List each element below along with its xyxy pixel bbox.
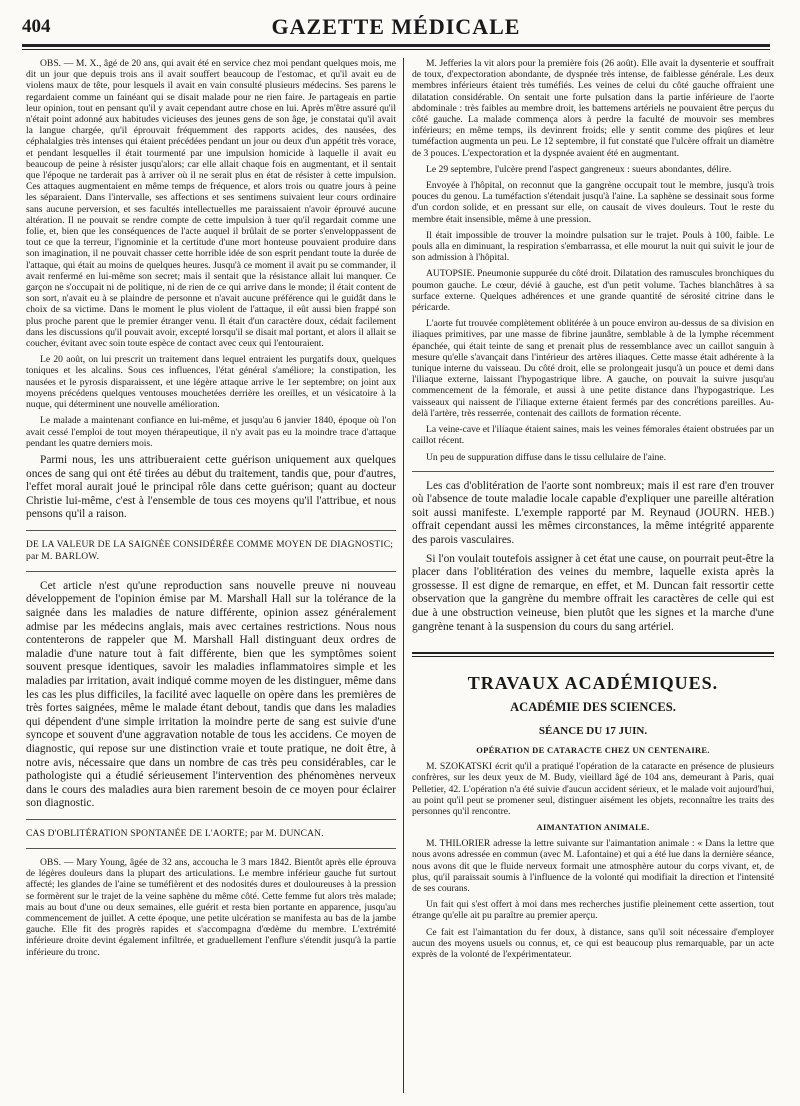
article-paragraph: Les cas d'oblitération de l'aorte sont nombreux; mais il est rare d'en trouver où l'absence de toute maladie locale capable d'expliquer une pareille altération soit aussi manifeste. L'exemple rapporté par M. Reynaud (JOURN. HEB.) offrait cependant aussi les mêmes circonstances, la même intégrité apparente des parois vasculaires. [412,479,774,547]
session-heading: SÉANCE DU 17 JUIN. [538,725,648,738]
article-paragraph: OBS. — M. X., âgé de 20 ans, qui avait été en service chez moi pendant quelques mois, me dit un jour que depuis trois ans il avait souffert beaucoup de l'estomac, et qu'il avait eu de violens maux de tête, pour lesquels il avait en vain consulté plusieurs médecins. Ses parens le regardaient comme un fainéant qui se disait malade pour ne rien faire. Je partageais en partie leur opinion, tout en pensant qu'il y avait cependant autre chose en lui. Après m'être assuré qu'il n'était point adonné aux habitudes vicieuses des jeunes gens de son âge, je constatai qu'il avait la langue chargée, qu'il éprouvait fréquemment des rapports acides, des nausées, des céphalalgies très intenses qui étaient précédées pendant un jour ou deux d'un appétit très vorace, et pendant lesquelles il était tourmenté par une impulsion homicide à laquelle il avait eu beaucoup de peine à résister jusqu'alors; car elle allait chaque fois en augmentant, et il sentait que l'époque ne tarderait pas à arriver où il ne serait plus en état de résister à cette impulsion. Ces attaques augmentaient en même temps de fréquence, et alors trois ou quatre jours à peine les séparaient. Dans l'intervalle, ses affections et ses sentimens suivaient leur cours ordinaire sans aucune perversion, et ses facultés intellectuelles me paraissaient n'avoir éprouvé aucune altération. Il ne pouvait se rendre compte de cette impulsion à tuer qu'il regardait comme une folie, et, bien que les conséquences de l'acte auquel il brûlait de se porter s'enveloppassent de tout ce que la terreur, l'ignominie et la certitude d'une mort honteuse pouvaient produire dans son imagination, il ne pouvait chasser cette horrible idée de son esprit pendant toute la durée de l'attaque, qui était au moins de quelques heures. Jusqu'à ce moment il avait pu se commander, il avait renfermé en lui-même son secret; mais il sentait que la résistance allait lui manquer. Ce garçon ne s'occupait ni de politique, ni de rien de ce qui arrive dans le monde; il était content de son sort, n'avait eu à se plaindre de personne et n'avait aucune préférence qui le guidât dans le choix de sa victime. Dans le moment le plus violent de l'attaque, il eût aussi bien frappé son plus proche parent que le premier étranger venu. Il était d'un caractère doux, cédait facilement dans les discussions qu'il pouvait avoir, excepté lorsqu'il se disait mal portant, et alors il allait se coucher, évitant avec soin toute espèce de contact avec ceux qui l'entouraient. [26,58,396,350]
article-paragraph: M. SZOKATSKI écrit qu'il a pratiqué l'opération de la cataracte en présence de plusieurs confrères, sur les deux yeux de M. Budy, vieillard âgé de 104 ans, demeurant à Paris, quai Pelletier, 42. L'opération n'a été suivie d'aucun accident sérieux, et le malade voit aujourd'hui, au point qu'il peut se promener seul, distinguer aisément les objets, reconnaître les traits des personnes qu'il rencontre. [412,761,774,818]
header-rule-thin [22,49,770,50]
article-paragraph: OBS. — Mary Young, âgée de 32 ans, accoucha le 3 mars 1842. Bientôt après elle éprouva de légères douleurs dans la plupart des articulations. Le membre inférieur gauche fut surtout affecté; les glandes de l'aine se tuméfièrent et des nodosités dures et douloureuses à la pression se formèrent sur le trajet de la veine saphène du même côté. Cette femme fut alors très malade; mais au bout d'une ou deux semaines, elle guérit et resta bien portante en apparence, jusqu'au commencement de juillet. A cette époque, une petite ulcération se manifesta au bas de la jambe gauche. Elle fit des progrès rapides et s'accompagna d'œdème du membre. L'extrémité inférieure droite devint également infiltrée, et graduellement l'enflure s'étendit jusqu'à la partie inférieure du tronc. [26,856,396,958]
article-paragraph: M. Jefferies la vit alors pour la première fois (26 août). Elle avait la dysenterie et souffrait de toux, d'expectoration abondante, de dyspnée très intense, de faiblesse générale. Les deux membres inférieurs étaient très tuméfiés. Les veines de celui du côté gauche offraient une dilatation considérable. On sentait une forte pulsation dans la partie inférieure de l'aorte abdominale : très faibles au membre droit, les battemens artériels ne pouvaient être perçus du côté gauche. La malade commença alors à perdre la faculté de mouvoir ses membres inférieurs; en même temps, ils devinrent froids; elle y sentit comme des piqûres et leur tuméfaction augmenta un peu. Le 12 septembre, il fut constaté que l'ulcère offrait un diamètre de 3 pouces. L'expectoration et la dyspnée avaient été en augmentant. [412,58,774,159]
section-title: TRAVAUX ACADÉMIQUES. [467,673,719,694]
left-column [26,58,396,1098]
article-paragraph: La veine-cave et l'iliaque étaient saines, mais les veines fémorales étaient obstruées par un caillot récent. [412,424,774,447]
journal-title: GAZETTE MÉDICALE [271,14,521,39]
article-heading-duncan: CAS D'OBLITÉRATION SPONTANÉE DE L'AORTE; par M. DUNCAN. [26,828,324,839]
article-paragraph: L'aorte fut trouvée complètement oblitérée à un pouce environ au-dessus de sa division en iliaques primitives, par une masse de fibrine jaunâtre, semblable à de la lymphe récemment épanchée, qui était teinte de sang et prenait plus de ressemblance avec un caillot sanguin à mesure qu'elle s'avançait dans l'intérieur des artères iliaques. Cette masse était adhérente à la tunique interne du vaisseau. Du côté droit, elle se prolongeait jusqu'à un pouce et demi dans l'iliaque externe, laissant l'hypogastrique libre. A gauche, on pouvait la suivre jusqu'au commencement de la fémorale, et aussi à une petite distance dans l'hypogastrique. Les vaisseaux qui naissent de l'iliaque externe étaient fermés par des concrétions pareilles. Au-delà l'artère, très resserrée, contenait des caillots de formation récente. [412,318,774,419]
article-paragraph: Il était impossible de trouver la moindre pulsation sur le trajet. Pouls à 100, faible. Le pouls alla en diminuant, la respiration s'embarrassa, et elle mourut la nuit qui suivit le jour de son admission à l'hôpital. [412,229,774,264]
article-paragraph: AUTOPSIE. Pneumonie suppurée du côté droit. Dilatation des ramuscules bronchiques du poumon gauche. Le cœur, dévié à gauche, est d'un petit volume. Taches blanchâtres à sa surface externe. Quelques adhérences et une grande quantité de sérosité citrine dans le péricarde. [412,268,774,314]
section-divider [26,530,396,531]
right-column [412,58,774,1098]
article-paragraph: Le 20 août, on lui prescrit un traitement dans lequel entraient les purgatifs doux, quelques toniques et les alcalins. Sous ces influences, l'état général s'améliore; la constipation, les nausées et le pyrosis disparaissent, et une légère attaque arrive le 1er septembre; on joint aux moyens précédens quelques ventouses mouchetées derrière les oreilles, et un vésicatoire à la nuque, qui déterminent une nouvelle amélioration. [26,354,396,411]
section-divider [26,571,396,572]
section-divider [26,848,396,849]
section-divider [26,819,396,820]
article-heading-magnetism: AIMANTATION ANIMALE. [536,822,650,833]
article-paragraph: Le 29 septembre, l'ulcère prend l'aspect gangreneux : sueurs abondantes, délire. [426,163,732,175]
article-paragraph: Le malade a maintenant confiance en lui-même, et jusqu'au 6 janvier 1840, époque où l'on avait cessé l'emploi de tout moyen thérapeutique, il n'y avait pas eu la moindre trace d'attaque pendant les quatre derniers mois. [26,415,396,449]
header-rule [22,44,770,47]
article-paragraph: Si l'on voulait toutefois assigner à cet état une cause, on pourrait peut-être la placer dans l'oblitération des veines du membre, laquelle exista après la grossesse. Il est digne de remarque, en effet, et M. Duncan fait ressortir cette observation que la gangrène du membre offrait les caractères de celle qui est due à une obstruction veineuse, bien plutôt que les signes et la marche d'une gangrène tenant à la suspension du cours du sang artériel. [412,552,774,633]
article-paragraph: M. THILORIER adresse la lettre suivante sur l'aimantation animale : « Dans la lettre que nous avons adressée en commun (avec M. Lafontaine) et qui a été lue dans la dernière séance, nous avons dit que le fluide nerveux formait une atmosphère autour du corps vivant, et, de plus, qu'il paraissait soumis à l'influence de la volonté qui modifiait la direction et l'intensité de ses courans. [412,838,774,895]
article-heading-cataract: OPÉRATION DE CATARACTE CHEZ UN CENTENAIRE. [476,745,710,756]
article-heading-barlow: DE LA VALEUR DE LA SAIGNÉE CONSIDÉRÉE COMME MOYEN DE DIAGNOSTIC; par M. BARLOW. [26,539,394,562]
column-divider [403,58,404,1093]
article-paragraph: Envoyée à l'hôpital, on reconnut que la gangrène occupait tout le membre, jusqu'à trois pouces du genou. La tuméfaction s'étendait jusqu'à l'aine. La saphène se dessinait sous forme d'un cordon solide, et en pressant sur elle, on causait de vives douleurs. Tout le reste du membre était insensible, même à une pression. [412,180,774,225]
article-paragraph: Un peu de suppuration diffuse dans le tissu cellulaire de l'aine. [426,451,666,463]
article-paragraph: Ce fait est l'aimantation du fer doux, à distance, sans qu'il soit nécessaire d'employer aucun des moyens usuels ou connus, et, ce qui est beaucoup plus remarquable, par un acte exprès de la volonté de l'expérimentateur. [412,926,774,961]
section-double-rule [412,652,774,657]
article-paragraph: Parmi nous, les uns attribueraient cette guérison uniquement aux quelques onces de sang qui ont été tirées au début du traitement, tandis que, pour d'autres, l'effet moral aurait joué le principal rôle dans cette guérison; quant au docteur Christie lui-même, c'est à l'ensemble de tous ces moyens qu'il l'attribue, et nous pensons qu'il a raison. [26,453,396,521]
page-number: 404 [22,16,51,37]
section-divider [412,471,774,472]
page-header [22,14,770,38]
article-paragraph: Cet article n'est qu'une reproduction sans nouvelle preuve ni nouveau développement de l'opinion émise par M. Marshall Hall sur la tolérance de la saignée dans les maladies de nature différente, opinion assez généralement admise par les médecins anglais, mais avec certaines restrictions. Nous nous contenterons de rappeler que M. Marshall Hall distinguant deux ordres de maladie d'une nature tout à fait différente, bien que les symptômes soient souvent presque identiques, savoir les maladies inflammatoires simple et les maladies par irritation, avait indiqué comme moyen de les distinguer, même dans les cas les plus difficiles, la facilité avec laquelle on opère dans les premières de très fortes saignées, même le malade étant debout, tandis que dans les maladies qui dépendent d'une simple irritation la moindre perte de sang est suivie d'une syncope et souvent d'une aggravation notable de tous les accidens. Ce moyen de diagnostic, qui repose sur une distinction vraie et toute pratique, ne doit être, à notre avis, nécessaire que dans un nombre de cas très peu considérables, car le pathologiste qui a étudié sérieusement l'intervention des phénomènes nerveux dans le cours des maladies aura bien rarement besoin de ce moyen pour éclairer son diagnostic. [26,579,396,810]
article-paragraph: Un fait qui s'est offert à moi dans mes recherches justifie pleinement cette assertion, tout étrange qu'elle ait pu paraître au premier aperçu. [412,899,774,922]
academy-heading: ACADÉMIE DES SCIENCES. [510,700,676,715]
